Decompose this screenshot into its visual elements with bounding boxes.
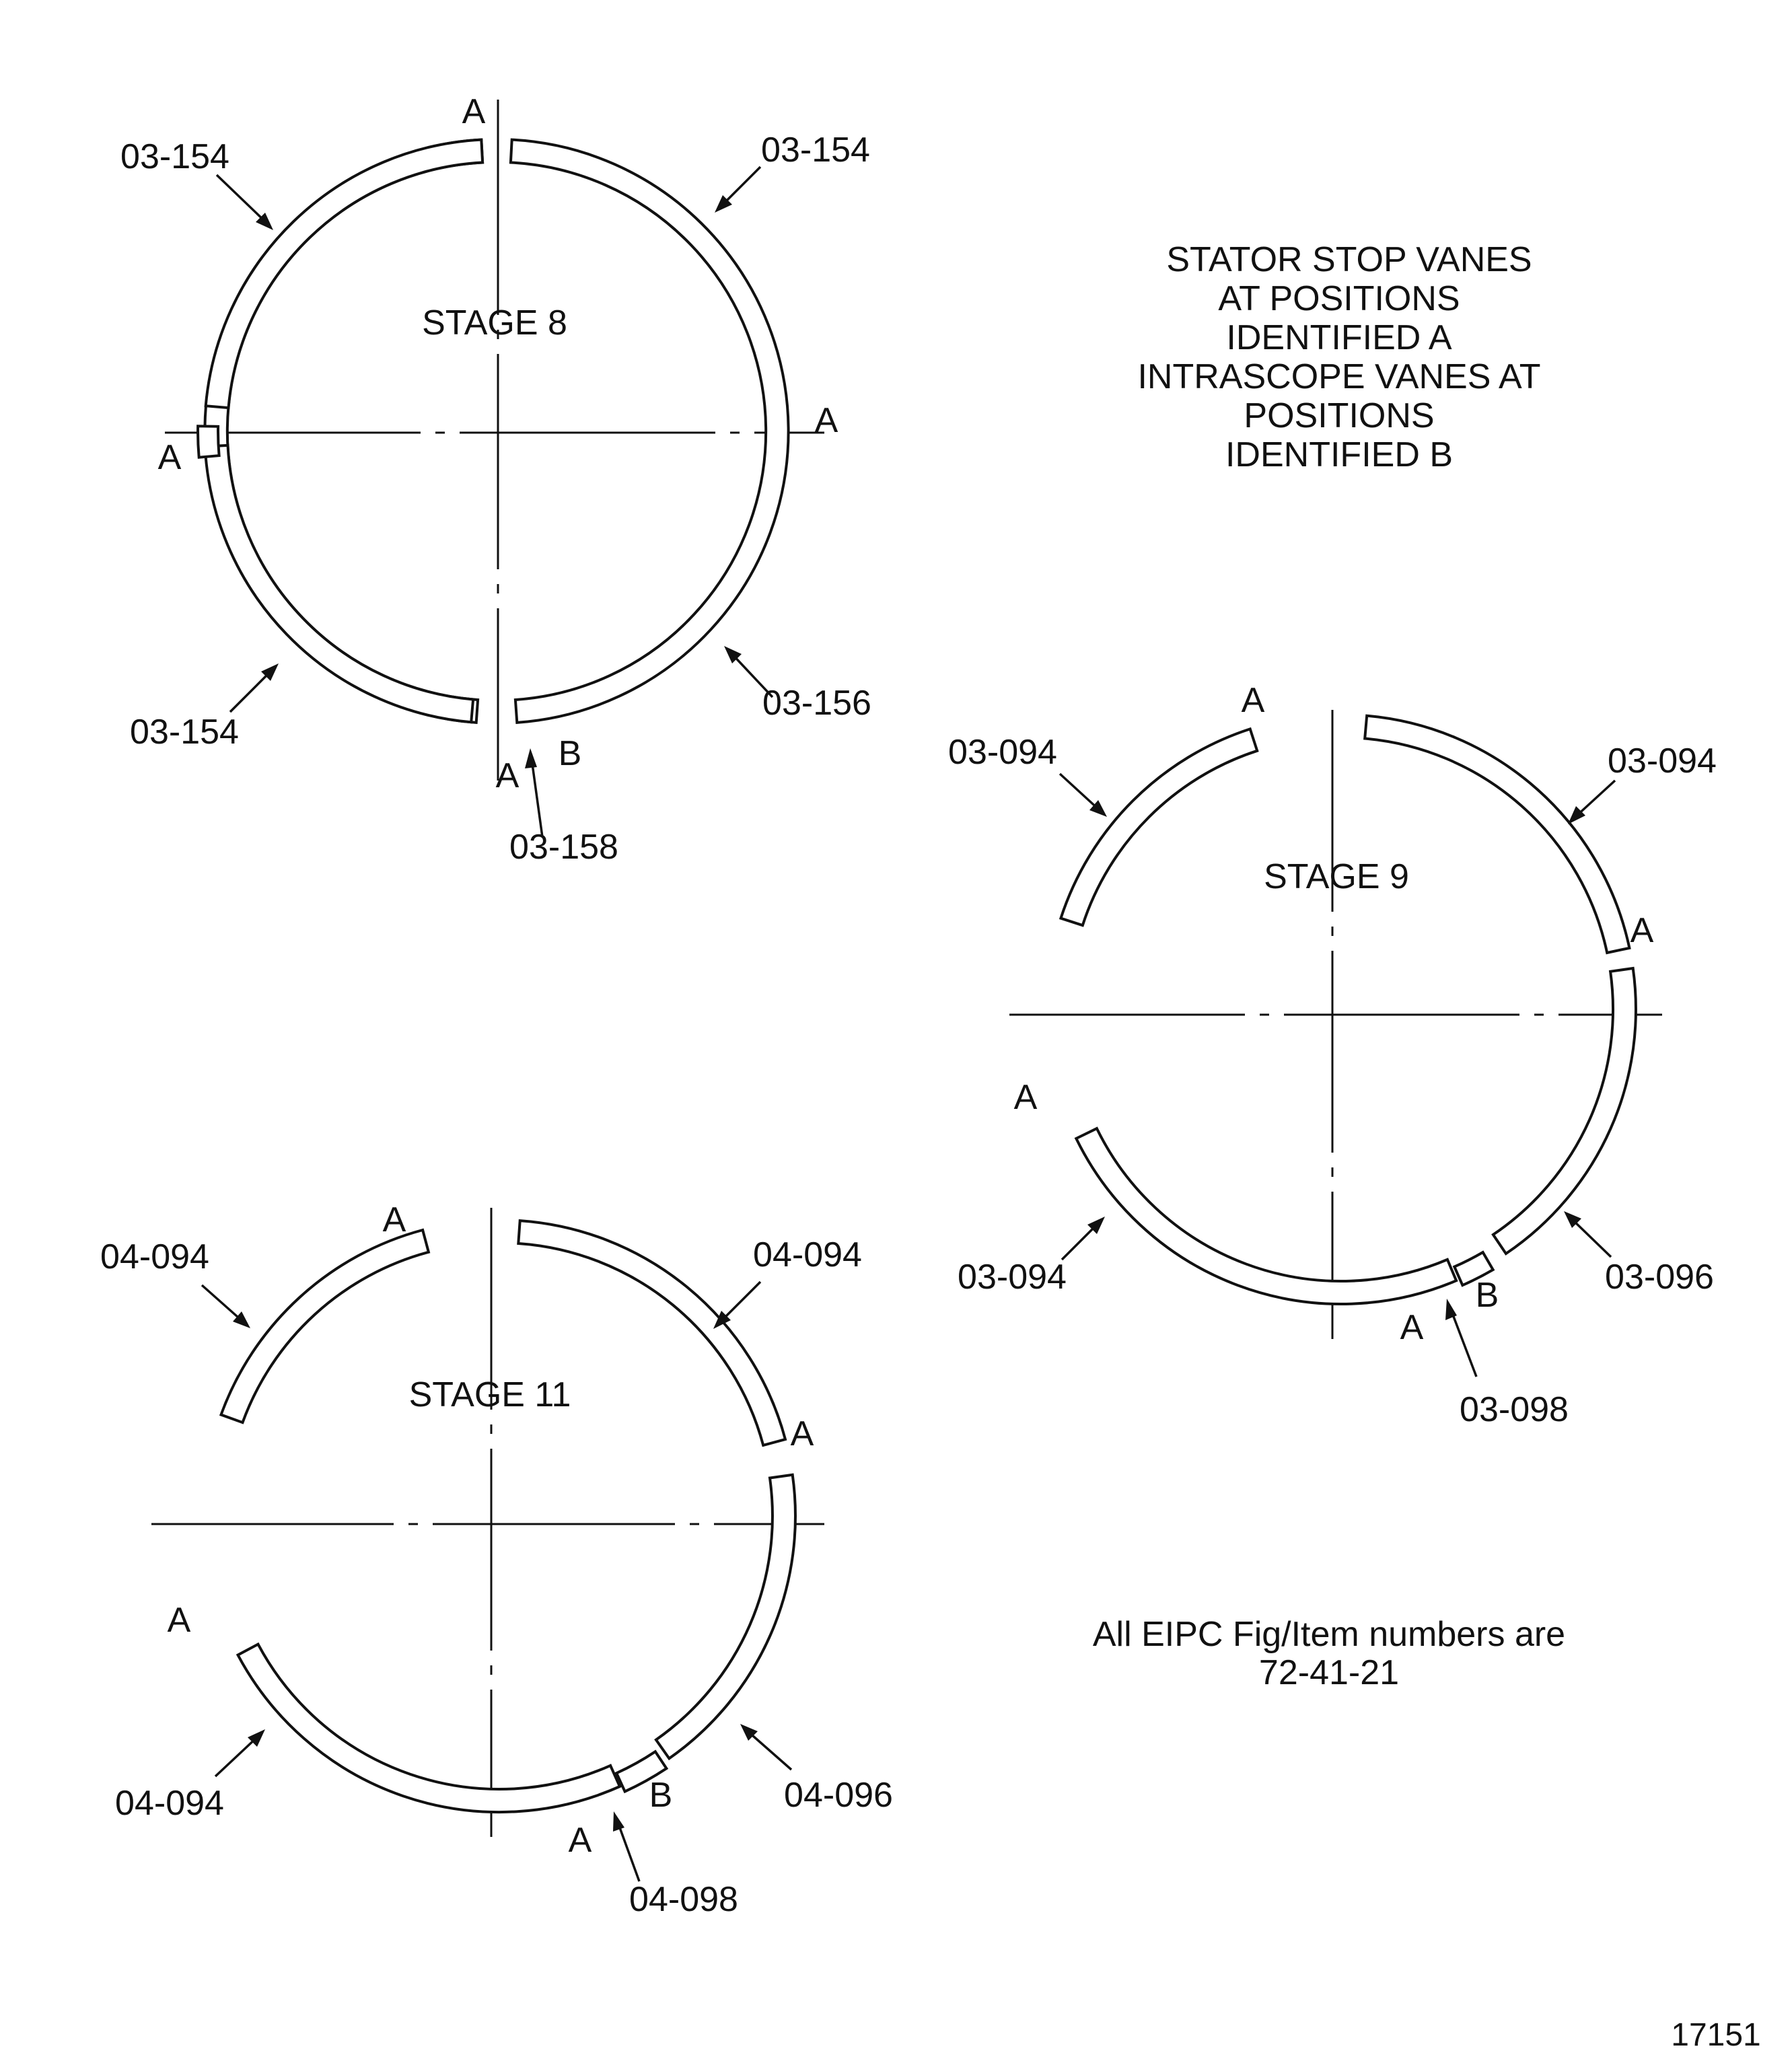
stage-8-intrascope-vane: [198, 426, 219, 457]
stage-9-vane-segment-upper-right: [1365, 716, 1629, 953]
note-line-4: INTRASCOPE VANES AT: [1137, 357, 1541, 396]
stage-11-part-lower-right: 04-096: [784, 1776, 893, 1815]
stage-9-ring: [1061, 716, 1636, 1304]
stage-11-group: [100, 1200, 893, 1919]
stage-11-part-upper-right: 04-094: [753, 1235, 862, 1274]
stage-8-leader-lower-left: [230, 670, 272, 712]
stage-11-ring: [221, 1221, 795, 1812]
stage-9-vane-segment-upper-left: [1061, 729, 1257, 925]
stage-9-position-a-left: A: [1013, 1078, 1038, 1117]
stage-8-position-a-left: A: [157, 438, 182, 477]
stage-11-position-a-right: A: [790, 1414, 814, 1453]
stage-9-position-b: B: [1475, 1276, 1499, 1315]
stage-11-arrowhead-intrascope: [613, 1811, 624, 1832]
stage-9-position-a-right: A: [1630, 911, 1654, 950]
stage-11-vane-segment-lower-right: [656, 1475, 795, 1759]
stage-8-title: STAGE 8: [422, 303, 567, 342]
stage-8-part-intrascope: 03-158: [509, 828, 618, 867]
stage-9-vane-segment-lower-right: [1493, 968, 1636, 1254]
stage-11-position-a-top: A: [382, 1200, 406, 1239]
stage-9-part-upper-left: 03-094: [948, 733, 1057, 772]
note-line-1: STATOR STOP VANES: [1166, 240, 1532, 279]
stage-8-vane-segment-lower-left: [206, 140, 482, 408]
stage-8-vane-segment-upper-left: [205, 140, 482, 723]
stage-11-leader-lower-right: [747, 1731, 791, 1770]
stage-8-position-a-bottom: A: [495, 756, 519, 795]
stage-9-group: [948, 681, 1717, 1429]
eipc-line-2: 72-41-21: [1258, 1653, 1400, 1692]
stage-11-part-intrascope: 04-098: [629, 1880, 738, 1919]
stage-8-part-upper-right: 03-154: [761, 131, 870, 170]
note-line-5: POSITIONS: [1244, 396, 1435, 435]
stage-11-vane-segment-upper-left: [221, 1230, 429, 1422]
stage-11-position-a-left: A: [167, 1601, 191, 1640]
stage-11-part-lower-left: 04-094: [115, 1784, 224, 1823]
stage-11-vane-segment-lower-left: [238, 1644, 620, 1812]
stage-9-part-upper-right: 03-094: [1608, 742, 1717, 781]
stage-9-arrowhead-intrascope: [1445, 1299, 1457, 1320]
eipc-note: [1093, 1615, 1565, 1692]
stage-11-position-b: B: [649, 1776, 673, 1815]
stage-9-part-lower-left: 03-094: [958, 1258, 1067, 1297]
note-line-3: IDENTIFIED A: [1226, 318, 1452, 357]
stage-11-position-a-bottom: A: [568, 1821, 592, 1860]
stage-8-part-lower-right: 03-156: [762, 684, 871, 723]
stage-8-position-b: B: [558, 734, 582, 773]
stage-8-leader-intrascope: [532, 759, 542, 837]
stage-9-part-lower-right: 03-096: [1605, 1258, 1714, 1297]
stage-9-position-a-top: A: [1241, 681, 1265, 720]
stator-vanes-note: [1137, 240, 1540, 474]
figure-number: 17151: [1671, 2017, 1761, 2053]
stage-8-vane-segment-lower-right: [205, 445, 473, 722]
stage-9-vane-segment-lower-left: [1076, 1128, 1456, 1304]
stage-11-title: STAGE 11: [408, 1375, 571, 1414]
stage-11-part-upper-left: 04-094: [100, 1237, 209, 1276]
stage-9-title: STAGE 9: [1264, 857, 1409, 896]
stage-8-part-upper-left: 03-154: [120, 137, 229, 176]
note-line-2: AT POSITIONS: [1218, 279, 1460, 318]
stage-8-part-lower-left: 03-154: [130, 713, 239, 752]
stage-9-position-a-bottom: A: [1400, 1308, 1424, 1347]
stage-11-leader-lower-left: [215, 1736, 258, 1776]
stage-8-ring: [198, 140, 789, 723]
stage-8-position-a-right: A: [814, 401, 838, 440]
eipc-line-1: All EIPC Fig/Item numbers are: [1092, 1615, 1566, 1654]
stage-8-position-a-top: A: [462, 92, 486, 131]
stage-9-leader-intrascope: [1451, 1309, 1476, 1377]
stage-8-group: [120, 92, 871, 867]
stage-9-part-intrascope: 03-098: [1460, 1390, 1569, 1429]
note-line-6: IDENTIFIED B: [1225, 435, 1454, 474]
stage-11-leader-intrascope: [618, 1822, 639, 1881]
stage-8-leader-upper-left: [217, 175, 268, 224]
stage-8-vane-segment-upper-right: [511, 140, 789, 723]
stage-8-arrowhead-intrascope: [525, 748, 537, 768]
stage-9-leader-lower-right: [1571, 1218, 1611, 1257]
